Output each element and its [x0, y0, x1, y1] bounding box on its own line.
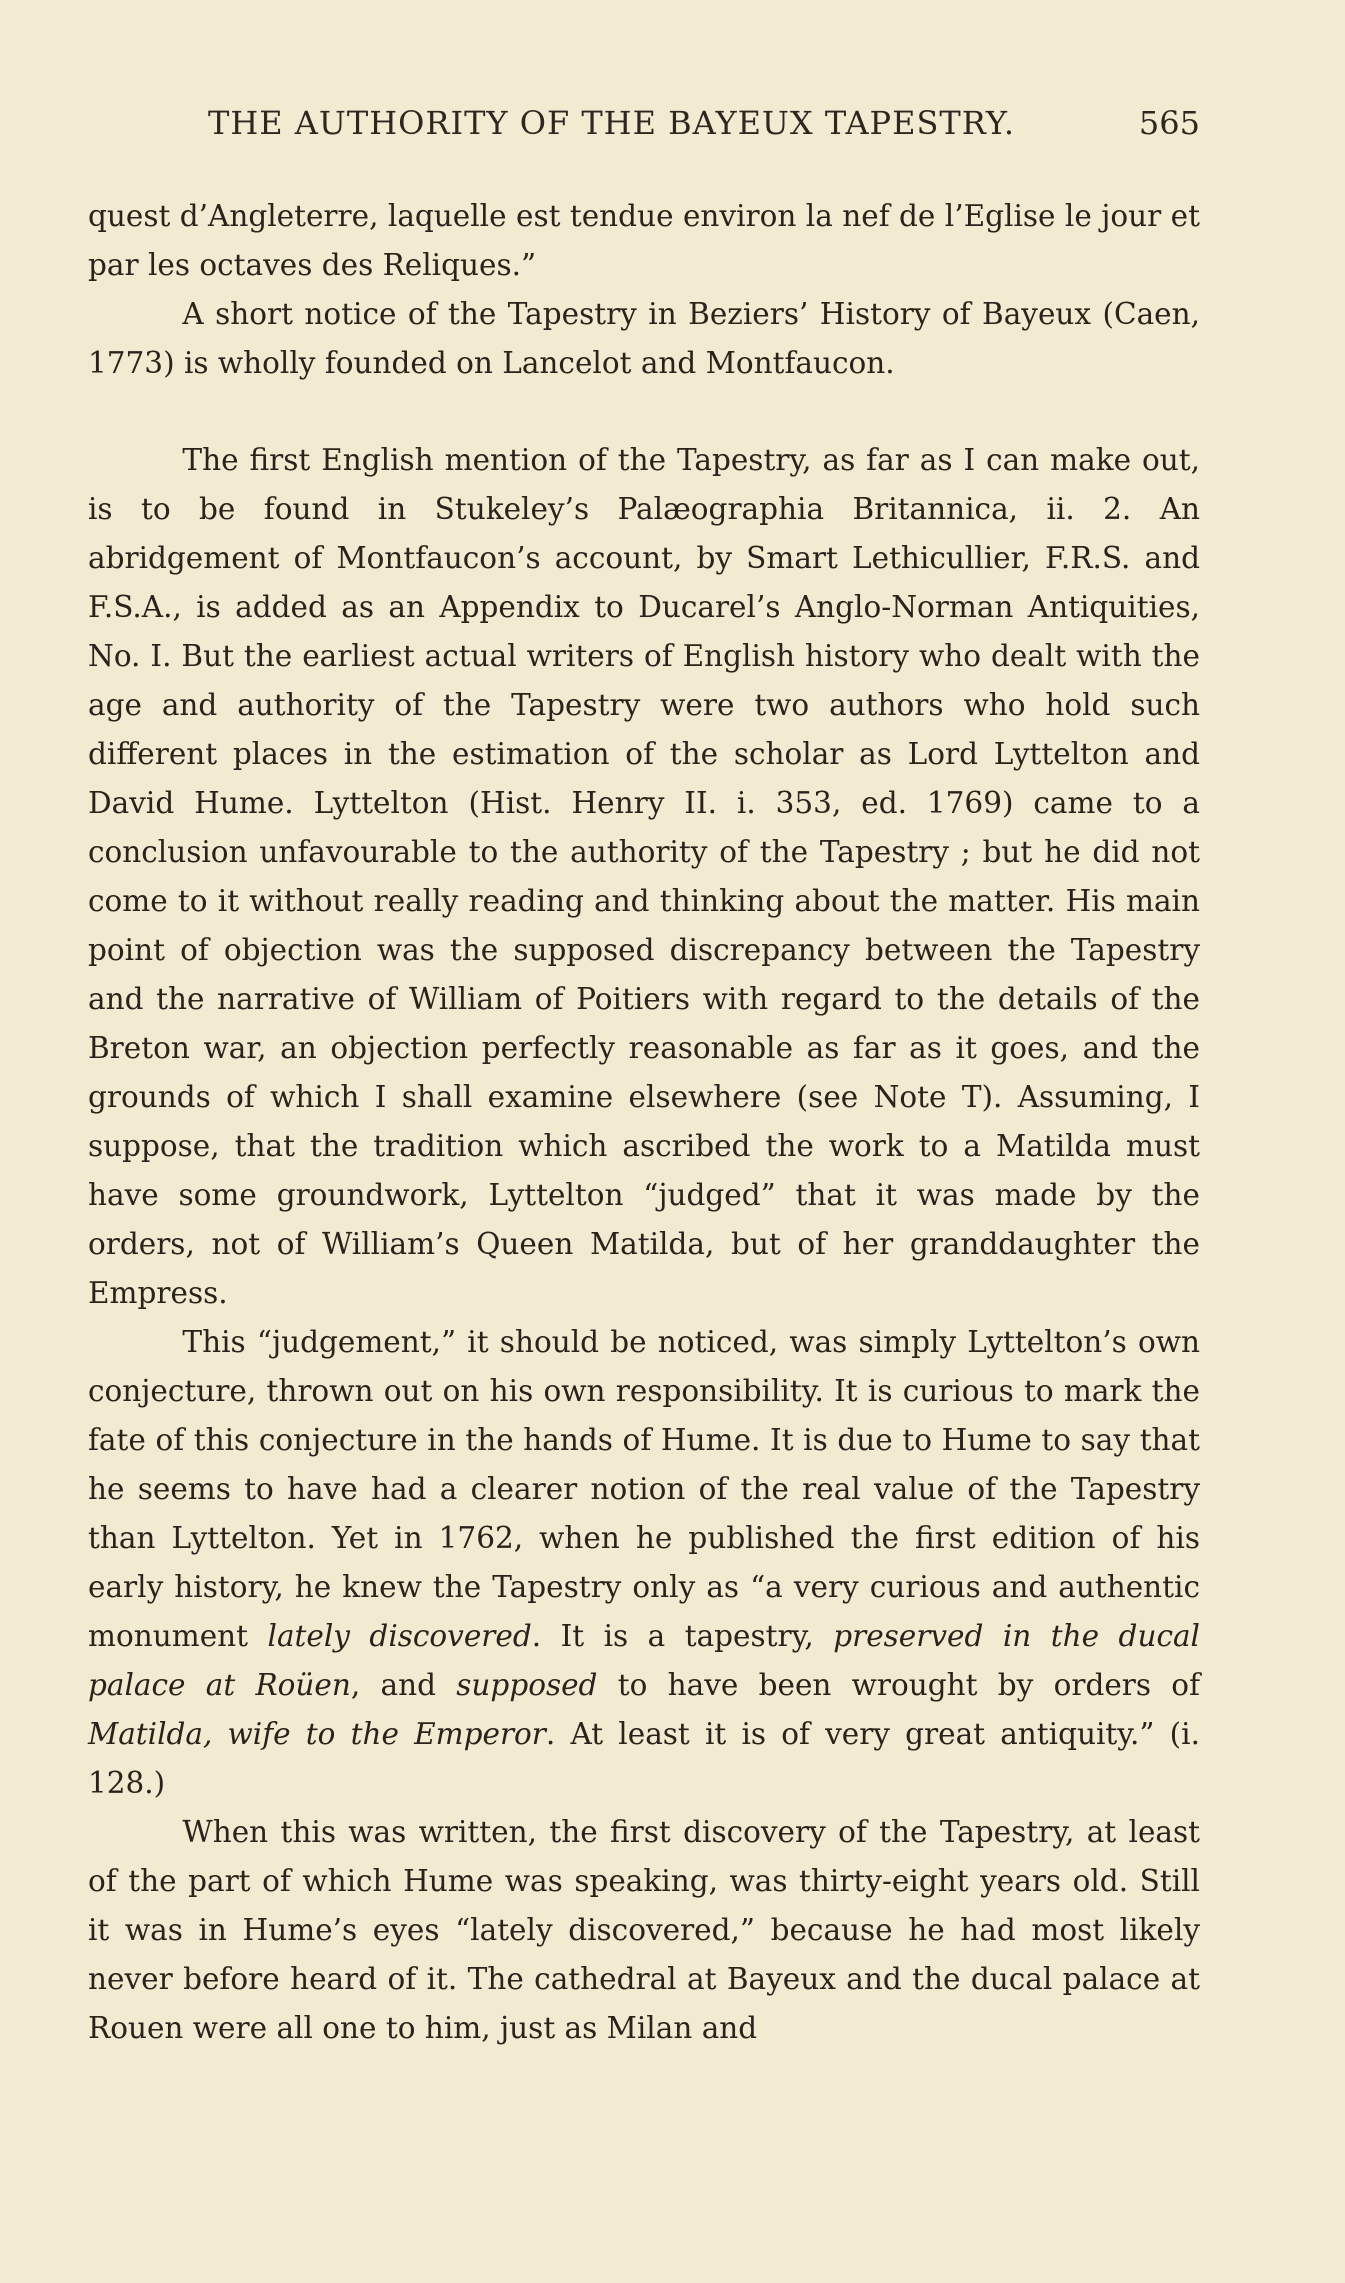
text-run: . It is a tapestry,	[531, 1619, 814, 1653]
running-header	[208, 104, 1200, 142]
text-run: This “judgement,” it should be noticed, was simply Lyttelton’s own conjecture, thrown out on his own responsibility. It is curious to mark the fate of this conjecture in the hands of Hume. It is due to Hume to say that he seems to have had a clearer notion of the real value of the Tapestry than Lyttelton. Yet in 1762, when he published the first edition of his early history, he knew the Tapestry only as “a very curious and authentic monument	[88, 1325, 1200, 1653]
text-run: . At least it is of very great antiquity.” (i. 128.)	[88, 1717, 1200, 1800]
italic-run: Matilda, wife to the Emperor	[88, 1717, 546, 1751]
italic-run: preserved in the ducal palace at Roüen	[88, 1619, 1200, 1702]
page-number: 565	[1138, 104, 1200, 142]
text-run: , and	[350, 1668, 437, 1702]
paragraph-english-mention: The first English mention of the Tapestry, as far as I can make out, is to be found in Stukeley’s Palæographia Britannica, ii. 2. An abridgement of Montfaucon’s account, by Smart Lethicullier, F.R.S. and F.S.A., is added as an Appendix to Ducarel’s Anglo-Norman Antiquities, No. I. But the earliest actual writers of English history who dealt with the age and authority of the Tapestry were two authors who hold such different places in the estimation of the scholar as Lord Lyttelton and David Hume. Lyttelton (Hist. Henry II. i. 353, ed. 1769) came to a conclusion unfavourable to the authority of the Tapestry ; but he did not come to it without really reading and thinking about the matter. His main point of objection was the supposed discrepancy between the Tapestry and the narrative of William of Poitiers with regard to the details of the Breton war, an objection perfectly reasonable as far as it goes, and the grounds of which I shall examine elsewhere (see Note T). Assuming, I suppose, that the tradition which ascribed the work to a Matilda must have some groundwork, Lyttelton “judged” that it was made by the orders, not of William’s Queen Matilda, but of her granddaughter the Empress.	[88, 443, 1200, 1310]
running-title: THE AUTHORITY OF THE BAYEUX TAPESTRY.	[208, 104, 1015, 142]
italic-run: supposed	[456, 1668, 598, 1702]
italic-run: lately discovered	[267, 1619, 532, 1653]
paragraph-judgement	[88, 1318, 1200, 1808]
paragraph-beziers: A short notice of the Tapestry in Beziers’ History of Bayeux (Caen, 1773) is wholly founded on Lancelot and Montfaucon.	[88, 297, 1200, 380]
paragraph-discovery: When this was written, the first discovery of the Tapestry, at least of the part of which Hume was speaking, was thirty-eight years old. Still it was in Hume’s eyes “lately discovered,” because he had most likely never before heard of it. The cathedral at Bayeux and the ducal palace at Rouen were all one to him, just as Milan and	[88, 1815, 1200, 2045]
paragraph-continuation: quest d’Angleterre, laquelle est tendue environ la nef de l’Eglise le jour et par les octaves des Reliques.”	[88, 199, 1200, 282]
text-run: to have been wrought by orders of	[617, 1668, 1200, 1702]
body-text	[88, 192, 1200, 2053]
